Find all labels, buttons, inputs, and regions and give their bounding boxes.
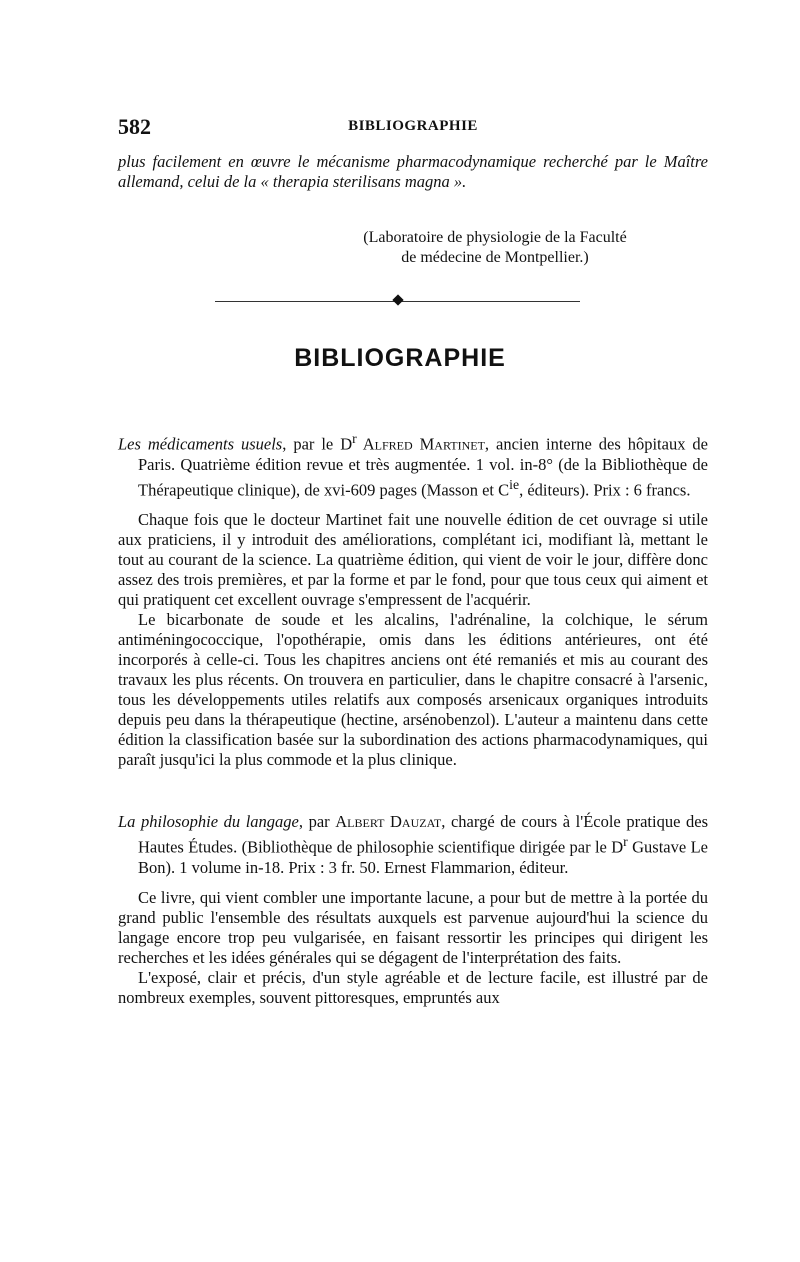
section-divider	[215, 296, 580, 308]
dr-superscript: r	[352, 431, 357, 446]
affiliation	[300, 228, 690, 268]
ref-by: , par le D	[282, 434, 353, 454]
reference-details-1: , ancien interne des hôpitaux de Paris. Quatrième édition revue et très augmentée. 1 vol. in-8° (de la Bibliothèque de Thérapeutique clinique), de xvi-609 pages (Masson et C	[138, 434, 708, 499]
review-entry-2	[118, 812, 708, 1008]
reference-end-2: Gustave Le Bon). 1 volume in-18. Prix : 3 fr. 50. Ernest Flammarion, éditeur.	[138, 837, 708, 877]
ref-by: , par	[298, 812, 336, 831]
running-head: BIBLIOGRAPHIE	[348, 118, 478, 134]
review-1-paragraph-1: Chaque fois que le docteur Martinet fait une nouvelle édition de cet ouvrage si utile aux praticiens, il y introduit des améliorations, complétant ici, modifiant là, mettant le tout au courant de la science. La quatrième édition, qui vient de voir le jour, diffère donc assez des trois premières, et par la forme et par le fond, pour que tous ceux qui aiment et qui pratiquent cet excellent ouvrage s'empressent de l'acquérir.	[118, 510, 708, 609]
affiliation-line-2: de médecine de Montpellier.)	[401, 249, 589, 266]
reference-details-2: , chargé de cours à l'École pratique des Hautes Études. (Bibliothèque de philosophie scientifique dirigée par le D	[138, 812, 708, 857]
page-header	[118, 114, 708, 140]
continuation-paragraph: plus facilement en œuvre le mécanisme pharmacodynamique recherché par le Maître allemand, celui de la « therapia sterilisans magna ».	[118, 152, 708, 191]
reference-1	[118, 429, 708, 500]
reference-2	[118, 812, 708, 878]
dr-superscript: r	[623, 834, 628, 849]
cie-superscript: ie	[509, 476, 520, 492]
review-2-paragraph-2: L'exposé, clair et précis, d'un style agréable et de lecture facile, est illustré par de nombreux exemples, souvent pittoresques, empruntés aux	[118, 967, 708, 1007]
book-title-1: Les médicaments usuels	[118, 434, 283, 454]
author-2: Albert Dauzat	[335, 812, 442, 831]
affiliation-line-1: (Laboratoire de physiologie de la Faculté	[363, 229, 627, 246]
diamond-ornament-icon	[392, 294, 403, 305]
book-title-2: La philosophie du langage	[118, 812, 299, 831]
continuation-text	[118, 152, 708, 192]
reference-end-1: , éditeurs). Prix : 6 francs.	[519, 480, 691, 499]
review-1-paragraph-2: Le bicarbonate de soude et les alcalins, l'adrénaline, la colchique, le sérum antiméningococcique, l'opothérapie, omis dans les éditions antérieures, ont été incorporés à celle-ci. Tous les chapitres anciens ont été remaniés et mis au courant des travaux les plus récents. On trouvera en particulier, dans le chapitre consacré à l'arsenic, tous les développements utiles relatifs aux composés arsenicaux organiques introduits depuis peu dans la thérapeutique (hectine, arsénobenzol). L'auteur a maintenu dans cette édition la classification basée sur la subordination des actions pharmacodynamiques, qui paraît jusqu'ici la plus commode et la plus clinique.	[118, 610, 708, 769]
review-entry-1	[118, 429, 708, 770]
review-2-paragraph-1: Ce livre, qui vient combler une importante lacune, a pour but de mettre à la portée du grand public l'ensemble des résultats auxquels est parvenue aujourd'hui la science du langage encore trop peu vulgarisée, en faisant ressortir les principes qui dirigent les recherches et les idées générales qui se dégagent de l'interprétation des faits.	[118, 887, 708, 967]
author-1: Alfred Martinet	[356, 434, 485, 454]
page-number: 582	[118, 114, 151, 139]
section-title: BIBLIOGRAPHIE	[294, 344, 506, 372]
